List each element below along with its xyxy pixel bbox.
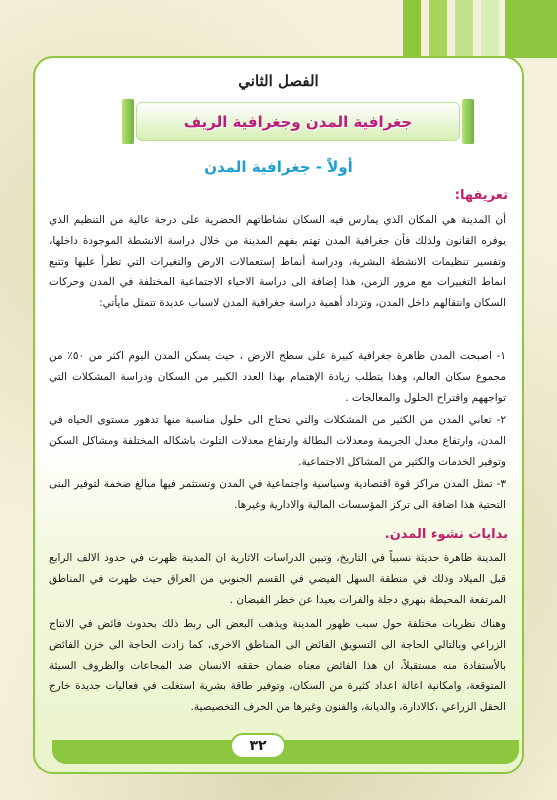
- banner-right-cap: [462, 99, 474, 144]
- top-right-green-block: [505, 0, 557, 58]
- point-1: ١- اصبحت المدن ظاهرة جغرافية كبيرة على سطح الارض ، حيث يسكن المدن اليوم اكثر من ٥٠٪ من مجموع سكان العالم، وهذا يتطلب زيادة الإهتمام بهذا العدد الكبير من السكان ودراسة المشكلات التي تواجههم واقتراح الحلول والمعالجات .: [49, 350, 506, 404]
- point-3: ٣- تمثل المدن مراكز قوة اقتصادية وسياسية واجتماعية في المدن وتستثمر فيها مبالغ ضخمة لتوفير البنى التحتية هذا اضافة الى تركز المؤسسات المالية والادارية وغيرها.: [49, 478, 506, 511]
- section-title: أولاً - جغرافية المدن: [204, 158, 353, 176]
- definition-paragraph: أن المدينة هي المكان الذي يمارس فيه السكان نشاطاتهم الحضرية على درجة عالية من التنظيم الذي يوفره القانون ولذلك فأن جغرافية المدن تهتم بفهم المدينة من خلال دراسة الانشطة الموجودة داخلها، وتفسير تنظيمات الانشطة البشرية، ودراسة أنماط إستعمالات الارض والتغيرات التي تطرأ عليها وتتبع انماط التغييرات مع مرور الزمن، هذا إضافة الى دراسة الاحياء الاجتماعية المختلفة في المدن وحركات السكان وانتقالهم داخل المدن، وتزداد أهمية دراسة جغرافية المدن لاسباب عديدة تتمثل مايأتي:: [49, 214, 506, 310]
- top-decorative-stripes: [395, 0, 499, 58]
- point-2: ٢- تعاني المدن من الكثير من المشكلات والتي تحتاج الى حلول مناسبة منها تدهور مستوى الحياه في المدن، وارتفاع معدل الجريمة ومعدلات البطالة وارتفاع معدلات التلوث باشكاله المختلفة ومشاكل السكن وتوفير الخدمات والكثير من المشاكل الاجتماعية.: [49, 414, 506, 468]
- origins-paragraph-2: وهناك نظريات مختلفة حول سبب ظهور المدينة ويذهب البعض الى ربط ذلك بحدوث فائض في الانتاج الزراعي وبالتالي الحاجة الى التسويق الفائض الى المناطق الاخرى، كما زادت الحاجة الى خزن الفائض بالأستفادة منه مستقبلاً، ان هذا الفائض معناه ضمان حققه الانسان ضد المجاعات والظروف السيئة المتوقعة، وامكانية اعالة اعداد كثيرة من السكان، وتوفير طاقة بشرية استغلت في فعاليات جديدة خارج الحقل الزراعي ،كالادارة، والديانة، والفنون وغيرها من الحرف التخصيصية.: [49, 618, 506, 714]
- page-number: ٣٢: [230, 733, 286, 759]
- origins-paragraph-1: المدينة ظاهرة حديثة نسبياً في التاريخ، وتبين الدراسات الاثارية ان المدينة ظهرت في حدود الالف الرابع قبل الميلاد وذلك في منطقة السهل الفيضي في القسم الجنوبي من العراق حيث ظهرت في المناطق المرتفعة المحيطة بنهري دجلة والفرات بعيدا عن خطر الفيضان .: [49, 552, 506, 606]
- definition-heading: تعريفها:: [454, 188, 508, 203]
- origins-heading: بدايات نشوء المدن.: [384, 527, 508, 542]
- banner-title: جغرافية المدن وجغرافية الريف: [183, 112, 413, 131]
- chapter-title: الفصل الثاني: [238, 72, 319, 90]
- banner-left-cap: [122, 99, 134, 144]
- content-card: [33, 56, 524, 774]
- banner: [136, 102, 460, 141]
